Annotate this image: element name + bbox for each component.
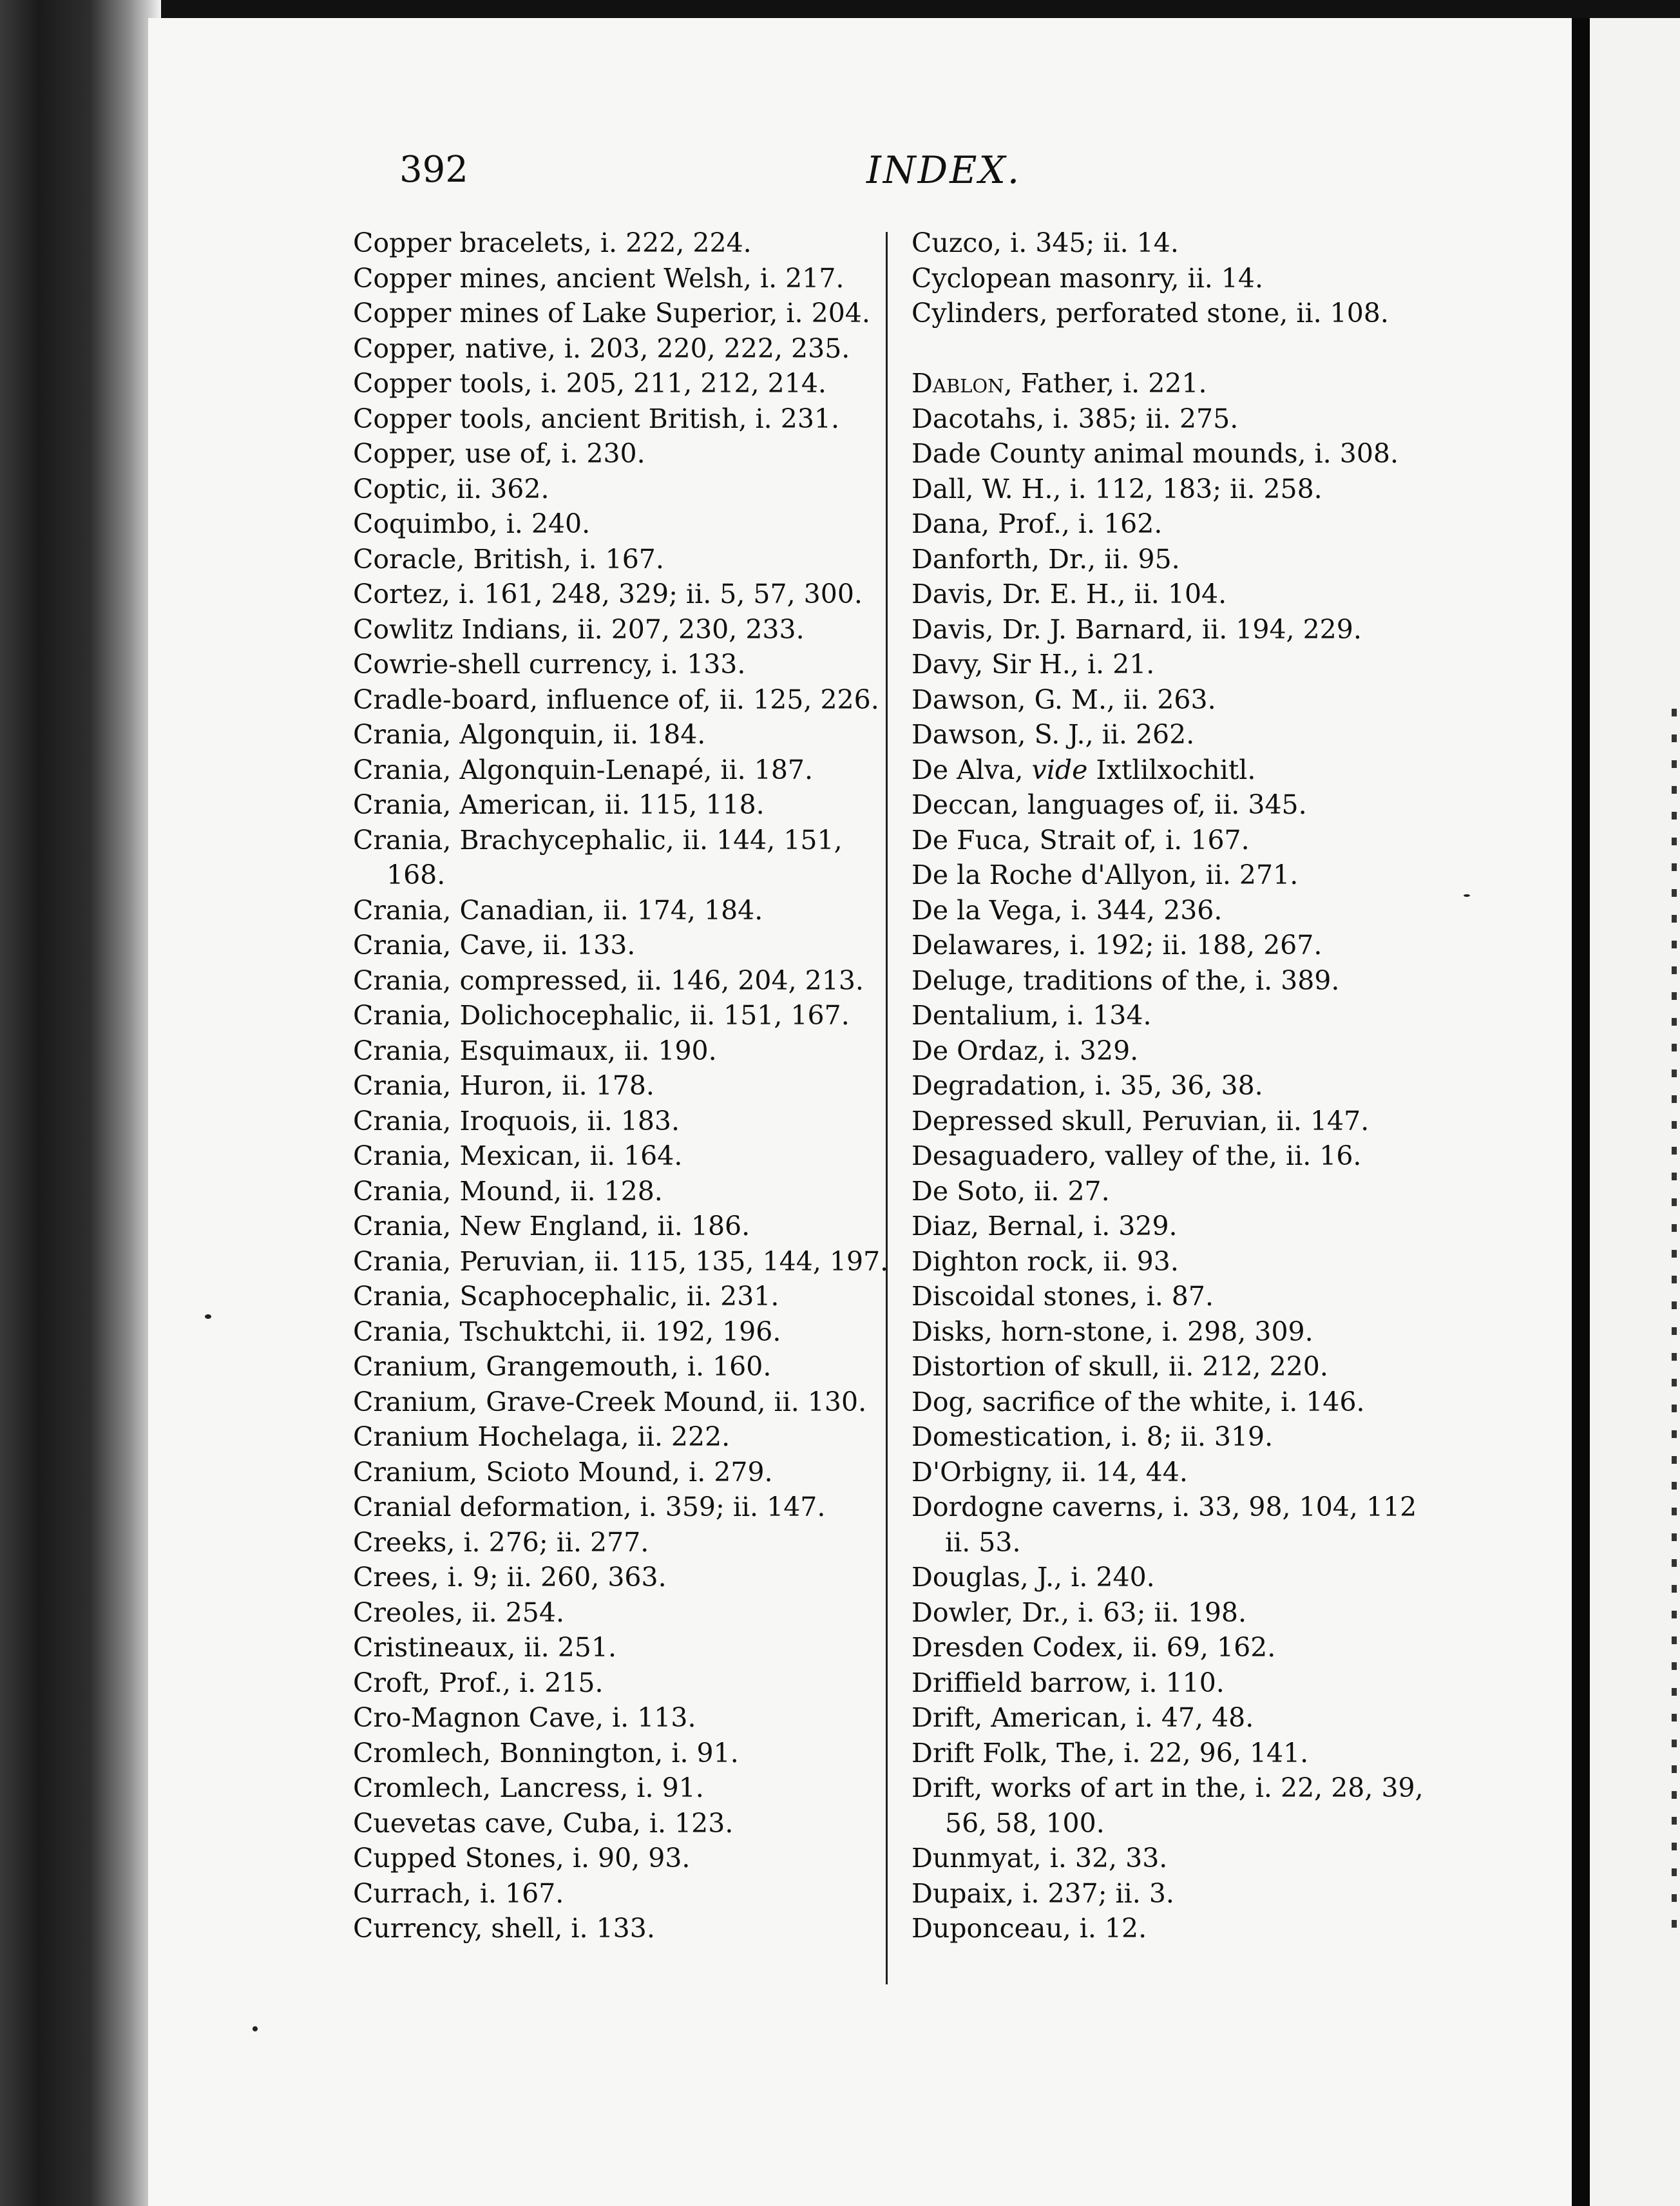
- index-entry: Crania, Algonquin, ii. 184.: [353, 719, 706, 750]
- index-entry: Dade County animal mounds, i. 308.: [912, 438, 1399, 469]
- scan-speck: [1464, 894, 1470, 897]
- index-entry: Coptic, ii. 362.: [353, 473, 549, 504]
- index-entry: Cylinders, perforated stone, ii. 108.: [912, 298, 1389, 329]
- index-entry: Dog, sacrifice of the white, i. 146.: [912, 1386, 1365, 1417]
- index-entry: Crania, New England, ii. 186.: [353, 1211, 750, 1242]
- index-entry: Drift, works of art in the, i. 22, 28, 39, 56, 58, 100.: [912, 1772, 1424, 1839]
- index-entry: Cro-Magnon Cave, i. 113.: [353, 1702, 696, 1733]
- index-entry: Crania, Algonquin-Lenapé, ii. 187.: [353, 754, 814, 785]
- index-entry: Douglas, J., i. 240.: [912, 1562, 1155, 1593]
- index-entry: Drift Folk, The, i. 22, 96, 141.: [912, 1737, 1309, 1769]
- index-entry: Duponceau, i. 12.: [912, 1913, 1147, 1944]
- index-entry: Currency, shell, i. 133.: [353, 1913, 655, 1944]
- index-entry: Davis, Dr. E. H., ii. 104.: [912, 579, 1227, 609]
- index-entry: Cupped Stones, i. 90, 93.: [353, 1843, 691, 1874]
- index-entry: De la Vega, i. 344, 236.: [912, 894, 1223, 926]
- index-column-left: [353, 225, 907, 1946]
- index-entry: Copper tools, ancient British, i. 231.: [353, 403, 840, 434]
- index-entry: Cranium, Scioto Mound, i. 279.: [353, 1456, 773, 1488]
- index-entry: Crania, compressed, ii. 146, 204, 213.: [353, 964, 864, 996]
- index-entry: Currach, i. 167.: [353, 1877, 564, 1909]
- entry-name: De Alva,: [912, 754, 1032, 785]
- index-entry: Dacotahs, i. 385; ii. 275.: [912, 403, 1239, 434]
- page-gutter: [1572, 18, 1590, 2206]
- index-entry: Cranial deformation, i. 359; ii. 147.: [353, 1491, 826, 1522]
- index-entry: Cranium, Grave-Creek Mound, ii. 130.: [353, 1386, 867, 1417]
- page-number: 392: [399, 149, 468, 191]
- index-entry: Copper mines of Lake Superior, i. 204.: [353, 298, 870, 329]
- index-entry: Dentalium, i. 134.: [912, 1000, 1152, 1031]
- index-entry: Cranium, Grangemouth, i. 160.: [353, 1351, 772, 1382]
- entry-name-small-caps: Dablon: [912, 368, 1004, 399]
- index-entry: Dighton rock, ii. 93.: [912, 1245, 1179, 1277]
- index-entry: Dall, W. H., i. 112, 183; ii. 258.: [912, 473, 1322, 504]
- scan-speck: [205, 1314, 211, 1319]
- index-entry: De Fuca, Strait of, i. 167.: [912, 824, 1250, 856]
- index-entry: Drift, American, i. 47, 48.: [912, 1702, 1254, 1733]
- index-entry: Cradle-board, influence of, ii. 125, 226.: [353, 684, 879, 715]
- index-entry: Cowlitz Indians, ii. 207, 230, 233.: [353, 613, 805, 645]
- index-entry: De la Roche d'Allyon, ii. 271.: [912, 859, 1299, 890]
- index-entry: Crees, i. 9; ii. 260, 363.: [353, 1562, 667, 1593]
- facing-page-text-edge: [1672, 709, 1677, 1933]
- index-entry: Copper, native, i. 203, 220, 222, 235.: [353, 332, 850, 364]
- index-entry: Degradation, i. 35, 36, 38.: [912, 1070, 1263, 1101]
- index-entry: Crania, Dolichocephalic, ii. 151, 167.: [353, 1000, 850, 1031]
- index-entry: Discoidal stones, i. 87.: [912, 1281, 1214, 1312]
- entry-locators: , Father, i. 221.: [1004, 368, 1207, 399]
- index-entry: Copper bracelets, i. 222, 224.: [353, 227, 752, 258]
- index-entry: Cranium Hochelaga, ii. 222.: [353, 1421, 730, 1452]
- index-entry: Disks, horn-stone, i. 298, 309.: [912, 1316, 1313, 1347]
- index-column-right: [912, 225, 1443, 1946]
- index-entry: Dordogne caverns, i. 33, 98, 104, 112 ii. 53.: [912, 1491, 1417, 1558]
- index-entry: Distortion of skull, ii. 212, 220.: [912, 1351, 1328, 1382]
- index-entry: Crania, Peruvian, ii. 115, 135, 144, 197.: [353, 1245, 889, 1277]
- index-entry: Crania, Canadian, ii. 174, 184.: [353, 894, 763, 926]
- index-entry: Dana, Prof., i. 162.: [912, 508, 1163, 539]
- index-entry: Crania, American, ii. 115, 118.: [353, 789, 765, 820]
- index-entry: Driffield barrow, i. 110.: [912, 1667, 1225, 1698]
- scan-speck: [253, 2026, 258, 2031]
- index-entry: [912, 366, 1443, 401]
- index-entry: Coracle, British, i. 167.: [353, 543, 664, 575]
- index-entry: Dunmyat, i. 32, 33.: [912, 1843, 1168, 1874]
- index-entry: Crania, Scaphocephalic, ii. 231.: [353, 1281, 779, 1312]
- index-entry: Dawson, G. M., ii. 263.: [912, 684, 1216, 715]
- index-entry: Cortez, i. 161, 248, 329; ii. 5, 57, 300.: [353, 579, 863, 609]
- section-gap: [912, 331, 1443, 367]
- index-entry: Deccan, languages of, ii. 345.: [912, 789, 1307, 820]
- index-entry: Cowrie-shell currency, i. 133.: [353, 649, 746, 680]
- index-entry: Crania, Mound, ii. 128.: [353, 1175, 663, 1207]
- index-entry: Crania, Mexican, ii. 164.: [353, 1140, 683, 1171]
- entry-cross-reference: Ixtlilxochitl.: [1087, 754, 1256, 785]
- index-entry: Depressed skull, Peruvian, ii. 147.: [912, 1105, 1370, 1137]
- index-entry: Cristineaux, ii. 251.: [353, 1632, 616, 1663]
- index-entry: Copper tools, i. 205, 211, 212, 214.: [353, 368, 826, 399]
- index-entry: Cromlech, Bonnington, i. 91.: [353, 1737, 739, 1769]
- index-entry: Diaz, Bernal, i. 329.: [912, 1211, 1178, 1242]
- index-entry: Cuevetas cave, Cuba, i. 123.: [353, 1807, 734, 1839]
- facing-page-edge: [1590, 18, 1680, 2206]
- index-entry: Crania, Brachycephalic, ii. 144, 151, 168.: [353, 824, 843, 890]
- index-entry: Desaguadero, valley of the, ii. 16.: [912, 1140, 1362, 1171]
- index-entry: Crania, Cave, ii. 133.: [353, 930, 636, 961]
- index-entry: [912, 753, 1443, 788]
- index-entry: Creoles, ii. 254.: [353, 1597, 564, 1628]
- index-entry: Dowler, Dr., i. 63; ii. 198.: [912, 1597, 1247, 1628]
- index-entry: Deluge, traditions of the, i. 389.: [912, 964, 1340, 996]
- scan-border-top: [0, 0, 1680, 18]
- book-spine-shadow: [0, 0, 161, 2206]
- index-entry: Davis, Dr. J. Barnard, ii. 194, 229.: [912, 613, 1362, 645]
- index-entry: Cuzco, i. 345; ii. 14.: [912, 227, 1179, 258]
- index-entry: Crania, Tschuktchi, ii. 192, 196.: [353, 1316, 781, 1347]
- index-entry: Copper mines, ancient Welsh, i. 217.: [353, 262, 845, 294]
- index-entry: Dresden Codex, ii. 69, 162.: [912, 1632, 1276, 1663]
- index-entry: Crania, Huron, ii. 178.: [353, 1070, 654, 1101]
- index-entry: Dupaix, i. 237; ii. 3.: [912, 1877, 1174, 1909]
- index-entry: Creeks, i. 276; ii. 277.: [353, 1526, 649, 1558]
- index-entry: Delawares, i. 192; ii. 188, 267.: [912, 930, 1322, 961]
- index-entry: De Ordaz, i. 329.: [912, 1035, 1139, 1066]
- index-entry: Cromlech, Lancress, i. 91.: [353, 1772, 704, 1803]
- index-entry: Crania, Iroquois, ii. 183.: [353, 1105, 680, 1137]
- index-entry: Crania, Esquimaux, ii. 190.: [353, 1035, 717, 1066]
- running-head: INDEX.: [866, 148, 1022, 192]
- index-entry: Copper, use of, i. 230.: [353, 438, 645, 469]
- index-entry: Davy, Sir H., i. 21.: [912, 649, 1155, 680]
- index-entry: D'Orbigny, ii. 14, 44.: [912, 1456, 1188, 1488]
- index-entry: Cyclopean masonry, ii. 14.: [912, 262, 1264, 294]
- entry-vide: vide: [1031, 754, 1088, 785]
- index-entry: Coquimbo, i. 240.: [353, 508, 591, 539]
- index-entry: Danforth, Dr., ii. 95.: [912, 543, 1180, 575]
- index-entry: De Soto, ii. 27.: [912, 1175, 1110, 1207]
- index-entry: Croft, Prof., i. 215.: [353, 1667, 604, 1698]
- index-entry: Dawson, S. J., ii. 262.: [912, 719, 1195, 750]
- index-entry: Domestication, i. 8; ii. 319.: [912, 1421, 1274, 1452]
